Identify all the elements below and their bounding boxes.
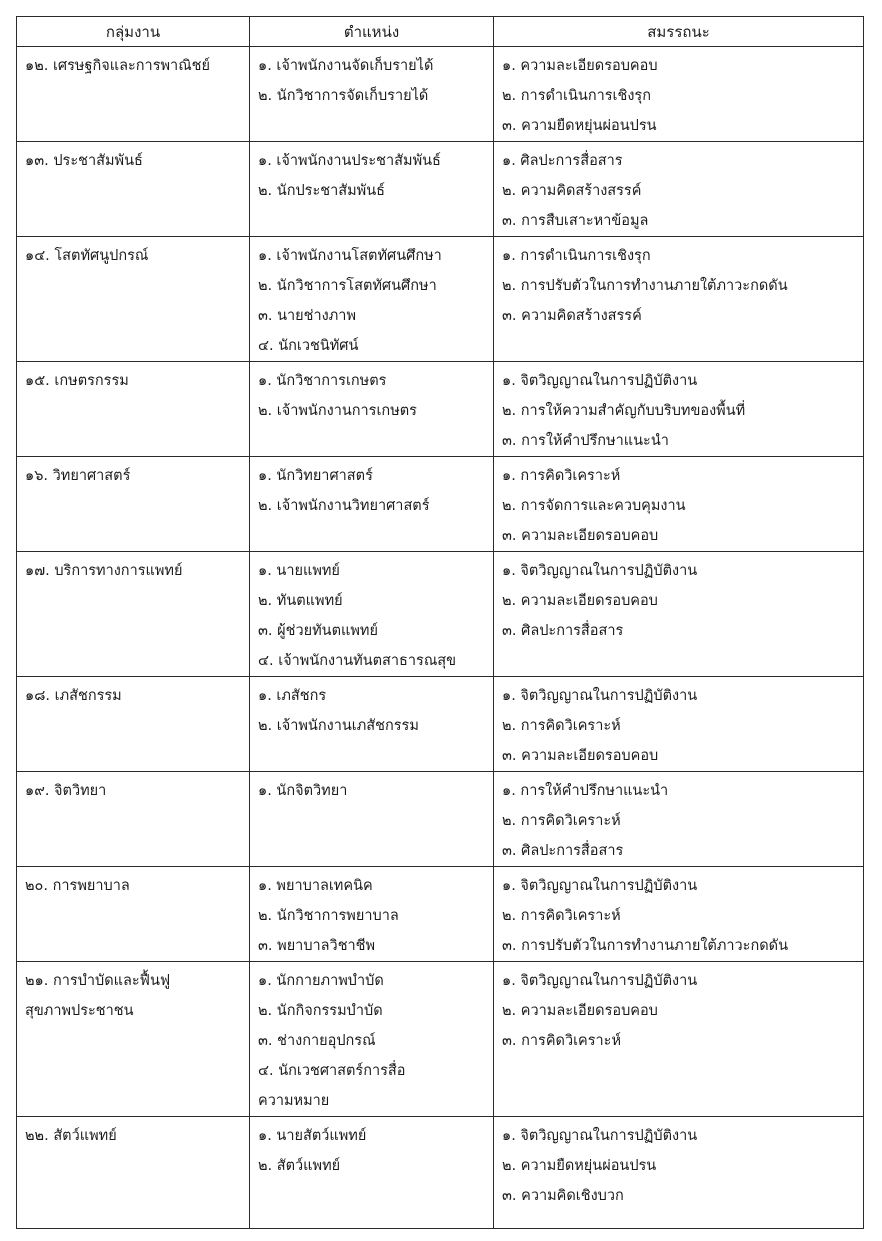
competencies-line: ๒. การจัดการและควบคุมงาน [502,498,686,514]
header-competency: สมรรถนะ [494,17,864,47]
header-group: กลุ่มงาน [17,17,250,47]
positions-line: ๑. เจ้าพนักงานประชาสัมพันธ์ [258,153,441,169]
table-row [17,457,864,552]
positions-line: ๒. สัตว์แพทย์ [258,1158,341,1174]
table-row [17,47,864,142]
competencies-cell [494,677,864,772]
table-row [17,677,864,772]
competencies-line: ๒. การคิดวิเคราะห์ [502,718,621,734]
group-line: ๑๕. เกษตรกรรม [25,373,129,389]
group-cell [17,237,250,362]
competencies-line: ๒. ความละเอียดรอบคอบ [502,1003,658,1019]
competencies-line: ๑. จิตวิญญาณในการปฏิบัติงาน [502,1128,698,1144]
group-line: สุขภาพประชาชน [25,1003,134,1019]
positions-line: ๓. ช่างกายอุปกรณ์ [258,1033,376,1049]
group-line: ๑๓. ประชาสัมพันธ์ [25,153,143,169]
positions-line: ๔. นักเวชนิทัศน์ [258,338,359,354]
competencies-line: ๑. จิตวิญญาณในการปฏิบัติงาน [502,373,698,389]
competencies-cell [494,962,864,1117]
group-cell [17,552,250,677]
competencies-line: ๑. การให้คำปรึกษาแนะนำ [502,783,669,799]
group-cell [17,867,250,962]
competencies-line: ๓. การปรับตัวในการทำงานภายใต้ภาวะกดดัน [502,938,788,954]
competencies-line: ๒. การดำเนินการเชิงรุก [502,88,651,104]
table-row [17,867,864,962]
positions-line: ๑. พยาบาลเทคนิค [258,878,373,894]
group-line: ๑๗. บริการทางการแพทย์ [25,563,183,579]
competencies-line: ๒. การคิดวิเคราะห์ [502,908,621,924]
positions-line: ๑. นายแพทย์ [258,563,340,579]
positions-line: ๑. เจ้าพนักงานจัดเก็บรายได้ [258,58,434,74]
competencies-line: ๑. จิตวิญญาณในการปฏิบัติงาน [502,688,698,704]
positions-line: ๑. นักวิทยาศาสตร์ [258,468,373,484]
group-cell [17,677,250,772]
competencies-cell [494,362,864,457]
table-row [17,1117,864,1229]
competencies-line: ๓. ศิลปะการสื่อสาร [502,843,624,859]
positions-line: ๓. ผู้ช่วยทันตแพทย์ [258,623,378,639]
positions-cell [250,867,494,962]
competencies-line: ๑. จิตวิญญาณในการปฏิบัติงาน [502,563,698,579]
group-cell [17,962,250,1117]
positions-cell [250,457,494,552]
table-body [17,47,864,1229]
positions-line: ๒. นักวิชาการโสตทัศนศึกษา [258,278,437,294]
table-row [17,237,864,362]
competencies-cell [494,457,864,552]
competencies-line: ๑. ศิลปะการสื่อสาร [502,153,623,169]
group-cell [17,1117,250,1229]
positions-line: ๑. นักกายภาพบำบัด [258,973,384,989]
positions-line: ๒. เจ้าพนักงานการเกษตร [258,403,417,419]
competencies-line: ๑. จิตวิญญาณในการปฏิบัติงาน [502,973,698,989]
group-line: ๑๒. เศรษฐกิจและการพาณิชย์ [25,58,210,74]
positions-line: ๑. นายสัตว์แพทย์ [258,1128,367,1144]
competencies-cell [494,552,864,677]
competencies-cell [494,1117,864,1229]
positions-line: ๒. นักประชาสัมพันธ์ [258,183,385,199]
positions-cell [250,362,494,457]
positions-line: ๒. นักวิชาการจัดเก็บรายได้ [258,88,429,104]
group-cell [17,142,250,237]
positions-line: ๓. พยาบาลวิชาชีพ [258,938,376,954]
competencies-line: ๑. การคิดวิเคราะห์ [502,468,621,484]
competencies-line: ๒. ความละเอียดรอบคอบ [502,593,658,609]
group-cell [17,47,250,142]
table-row [17,362,864,457]
competencies-line: ๓. การสืบเสาะหาข้อมูล [502,213,649,229]
competencies-line: ๑. การดำเนินการเชิงรุก [502,248,651,264]
group-line: ๑๔. โสตทัศนูปกรณ์ [25,248,149,264]
header-position: ตำแหน่ง [250,17,494,47]
competencies-line: ๒. ความยืดหยุ่นผ่อนปรน [502,1158,657,1174]
positions-line: ๒. เจ้าพนักงานเภสัชกรรม [258,718,419,734]
positions-line: ๒. นักกิจกรรมบำบัด [258,1003,383,1019]
table-row [17,552,864,677]
competencies-cell [494,237,864,362]
positions-line: ๒. เจ้าพนักงานวิทยาศาสตร์ [258,498,430,514]
positions-cell [250,677,494,772]
competencies-line: ๓. ความยืดหยุ่นผ่อนปรน [502,118,657,134]
competencies-line: ๑. จิตวิญญาณในการปฏิบัติงาน [502,878,698,894]
competencies-cell [494,867,864,962]
positions-line: ๔. เจ้าพนักงานทันตสาธารณสุข [258,653,457,669]
group-line: ๒๑. การบำบัดและฟื้นฟู [25,973,171,989]
competencies-line: ๒. การคิดวิเคราะห์ [502,813,621,829]
competencies-line: ๓. การคิดวิเคราะห์ [502,1033,622,1049]
competencies-line: ๓. การให้คำปรึกษาแนะนำ [502,433,669,449]
positions-line: ๒. นักวิชาการพยาบาล [258,908,399,924]
competencies-line: ๓. ความคิดสร้างสรรค์ [502,308,642,324]
positions-cell [250,142,494,237]
group-line: ๒๒. สัตว์แพทย์ [25,1128,117,1144]
competencies-line: ๓. ความละเอียดรอบคอบ [502,748,659,764]
competencies-line: ๒. การให้ความสำคัญกับบริบทของพื้นที่ [502,403,746,419]
positions-cell [250,962,494,1117]
positions-line: ๑. เจ้าพนักงานโสตทัศนศึกษา [258,248,442,264]
group-cell [17,362,250,457]
header-row [17,17,864,47]
positions-cell [250,1117,494,1229]
competencies-line: ๒. ความคิดสร้างสรรค์ [502,183,642,199]
group-cell [17,457,250,552]
group-line: ๑๙. จิตวิทยา [25,783,107,799]
competencies-line: ๑. ความละเอียดรอบคอบ [502,58,658,74]
positions-cell [250,772,494,867]
competencies-line: ๓. ความคิดเชิงบวก [502,1188,624,1204]
positions-cell [250,237,494,362]
positions-line: ๑. เภสัชกร [258,688,327,704]
competencies-cell [494,47,864,142]
positions-cell [250,47,494,142]
competencies-cell [494,772,864,867]
group-line: ๒๐. การพยาบาล [25,878,130,894]
competency-table [16,16,864,1229]
positions-line: ๓. นายช่างภาพ [258,308,357,324]
group-line: ๑๘. เภสัชกรรม [25,688,122,704]
positions-line: ๑. นักจิตวิทยา [258,783,348,799]
positions-line: ๑. นักวิชาการเกษตร [258,373,387,389]
competencies-line: ๓. ความละเอียดรอบคอบ [502,528,659,544]
table-row [17,142,864,237]
table-row [17,772,864,867]
competencies-cell [494,142,864,237]
table-row [17,962,864,1117]
competencies-line: ๓. ศิลปะการสื่อสาร [502,623,624,639]
competencies-line: ๒. การปรับตัวในการทำงานภายใต้ภาวะกดดัน [502,278,788,294]
positions-line: ๒. ทันตแพทย์ [258,593,343,609]
group-cell [17,772,250,867]
positions-line: ความหมาย [258,1093,330,1109]
positions-line: ๔. นักเวชศาสตร์การสื่อ [258,1063,406,1079]
positions-cell [250,552,494,677]
group-line: ๑๖. วิทยาศาสตร์ [25,468,131,484]
